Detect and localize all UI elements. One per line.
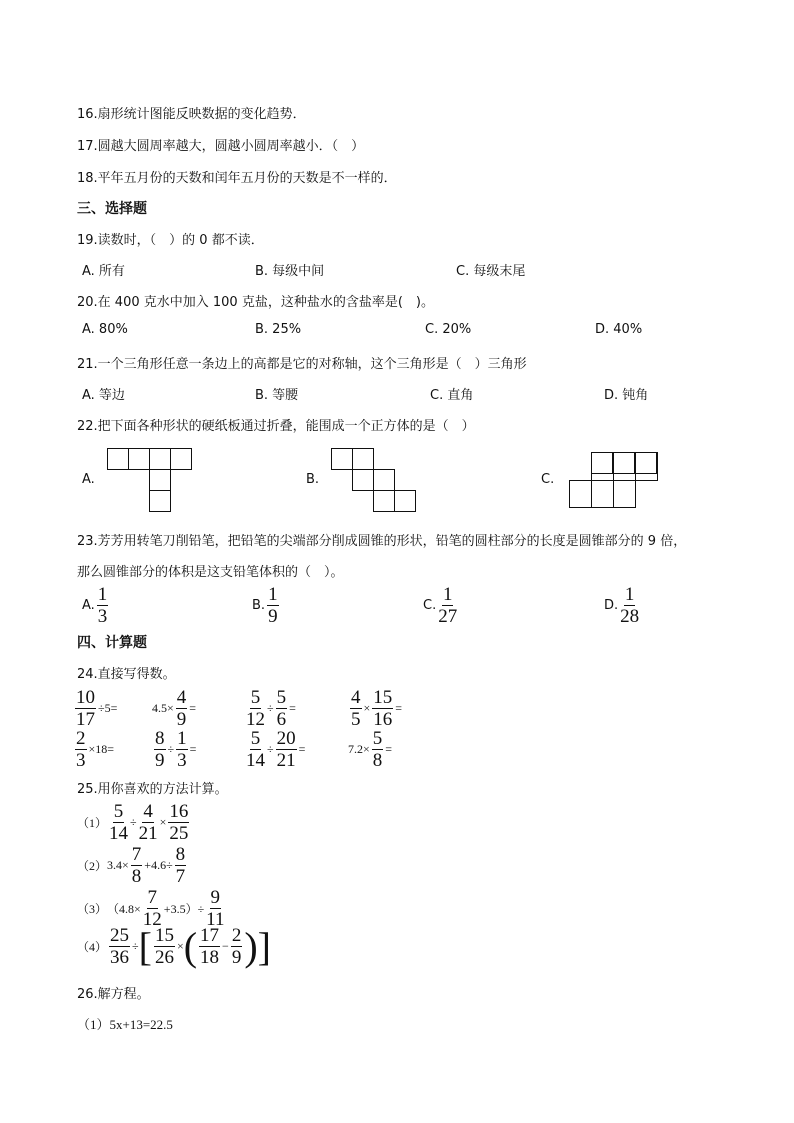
question-23-line-1: 23.芳芳用转笔刀削铅笔，把铅笔的尖端部分削成圆锥的形状，铅笔的圆柱部分的长度是圆锥部分的 9 倍， xyxy=(77,534,687,549)
q21-option-b: B. 等腰 xyxy=(255,388,299,403)
question-20: 20.在 400 克水中加入 100 克盐，这种盐水的含盐率是( )。 xyxy=(77,295,434,310)
q19-option-b: B. 每级中间 xyxy=(255,264,325,279)
q25-part-3: （3） （4.8× $\frac{7}{12}$ +3.5）÷ $\frac{9}{11}$ xyxy=(77,887,225,930)
q24-b2: $\frac{8}{9}$ ÷ $\frac{1}{3}$ = xyxy=(155,728,197,771)
q24-b3: $\frac{5}{14}$ ÷ $\frac{20}{21}$ = xyxy=(246,728,306,771)
question-18: 18.平年五月份的天数和闰年五月份的天数是不一样的． xyxy=(77,171,397,186)
q23-option-b-fraction: $\frac{1}{9}$ xyxy=(268,584,278,627)
q25-part-2: （2） 3.4× $\frac{7}{8}$ +4.6÷ $\frac{8}{7}$ xyxy=(77,844,186,887)
q25-part-4: （4） $\frac{25}{36}$ ÷ [ $\frac{15}{26}$ × ( $\frac{17}{18}$ − $\frac{2}{9}$ ) ] xyxy=(77,923,271,969)
q24-a1: $\frac{10}{17}$ ÷5= xyxy=(76,687,118,730)
q24-a4: $\frac{4}{5}$ × $\frac{15}{16}$ = xyxy=(351,687,403,730)
question-24: 24.直接写得数。 xyxy=(77,667,176,682)
q24-b1: $\frac{2}{3}$ ×18= xyxy=(76,728,115,771)
section-3-heading: 三、选择题 xyxy=(77,201,147,217)
question-16: 16.扇形统计图能反映数据的变化趋势． xyxy=(77,107,306,122)
question-26: 26.解方程。 xyxy=(77,987,150,1002)
q22-option-a: A. xyxy=(82,472,95,487)
q22-option-c: C. xyxy=(541,472,555,487)
q20-option-c: C. 20% xyxy=(425,322,472,337)
q23-option-c xyxy=(423,585,459,626)
q21-option-c: C. 直角 xyxy=(430,388,474,403)
q23-option-d xyxy=(604,585,641,626)
question-17: 17.圆越大圆周率越大，圆越小圆周率越小．（ ） xyxy=(77,139,365,154)
q23-option-c-label: C. xyxy=(423,598,437,613)
q23-option-a-label: A. xyxy=(82,598,95,613)
q23-option-b-label: B. xyxy=(252,598,266,613)
q24-b4: 7.2× $\frac{5}{8}$ = xyxy=(348,728,393,771)
q23-option-a-fraction: $\frac{1}{3}$ xyxy=(97,584,108,627)
q19-option-a: A. 所有 xyxy=(82,264,125,279)
q19-option-c: C. 每级末尾 xyxy=(456,264,526,279)
q20-option-d: D. 40% xyxy=(595,322,643,337)
q23-option-d-label: D. xyxy=(604,598,619,613)
q20-option-a: A. 80% xyxy=(82,322,128,337)
q23-option-b xyxy=(252,585,281,626)
q23-option-c-fraction: $\frac{1}{27}$ xyxy=(438,584,458,627)
q20-option-b: B. 25% xyxy=(255,322,302,337)
q25-part-1: （1） $\frac{5}{14}$ ÷ $\frac{4}{21}$ × $\frac{16}{25}$ xyxy=(77,801,189,844)
q22-option-b: B. xyxy=(306,472,320,487)
q21-option-a: A. 等边 xyxy=(82,388,125,403)
question-19: 19.读数时，（ ）的 0 都不读． xyxy=(77,233,264,248)
section-4-heading: 四、计算题 xyxy=(77,635,147,651)
question-22: 22.把下面各种形状的硬纸板通过折叠，能围成一个正方体的是（ ） xyxy=(77,419,475,434)
question-23-line-2: 那么圆锥部分的体积是这支铅笔体积的（ ）。 xyxy=(77,565,344,580)
question-25: 25.用你喜欢的方法计算。 xyxy=(77,782,228,797)
q23-option-a xyxy=(82,585,110,626)
q23-option-d-fraction: $\frac{1}{28}$ xyxy=(620,584,640,627)
q21-option-d: D. 钝角 xyxy=(604,388,649,403)
q26-part-1: （1）5x+13=22.5 xyxy=(77,1017,173,1032)
question-21: 21.一个三角形任意一条边上的高都是它的对称轴，这个三角形是（ ）三角形 xyxy=(77,357,527,372)
q24-a3: $\frac{5}{12}$ ÷ $\frac{5}{6}$ = xyxy=(246,687,296,730)
q24-a2: 4.5× $\frac{4}{9}$ = xyxy=(152,687,197,730)
